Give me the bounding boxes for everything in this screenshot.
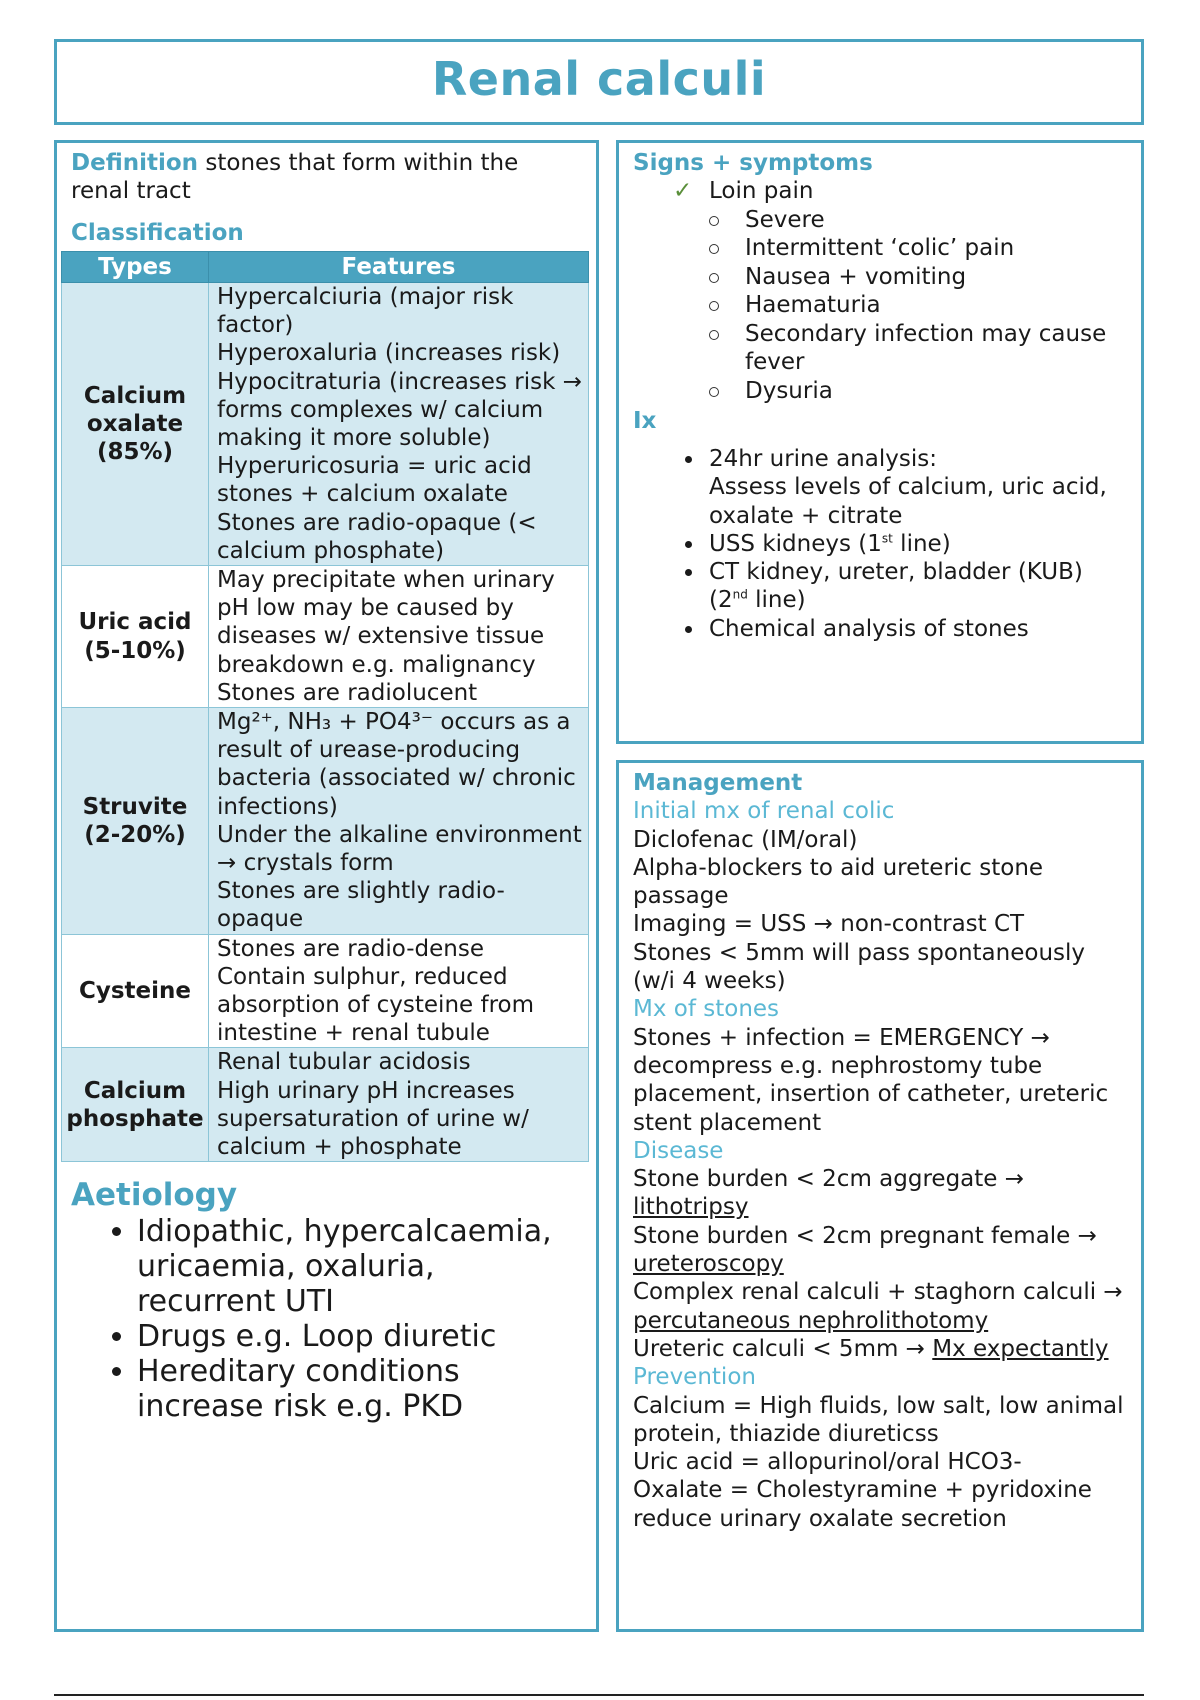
feature-line: Stones are radio-dense (217, 935, 485, 962)
definition-label: Definition (71, 150, 199, 176)
list-item: • Drugs e.g. Loop diuretic (137, 1319, 582, 1354)
prevention-heading: Prevention (633, 1364, 756, 1391)
disease-treatment: percutaneous nephrolithotomy (633, 1307, 989, 1334)
symptom-sublist (673, 206, 1127, 406)
list-item: • Idiopathic, hypercalcaemia, uricaemia, oxaluria, recurrent UTI (137, 1214, 582, 1319)
circle-bullet-icon (709, 387, 719, 397)
table-row (62, 1048, 589, 1162)
type-cell: Uric acid (5-10%) (62, 566, 209, 708)
classification-table (61, 251, 589, 1162)
definition-text: stones that form within the renal tract (71, 150, 519, 204)
ix-text: Chemical analysis of stones (709, 615, 1029, 642)
text-line: Imaging = USS → non-contrast CT (633, 911, 1025, 938)
table-row (62, 283, 589, 566)
feature-line: Renal tubular acidosis (217, 1049, 471, 1076)
list-item (709, 291, 1127, 320)
circle-bullet-icon (709, 216, 719, 226)
feature-line: Contain sulphur, reduced absorption of cysteine from intestine + renal tubule (217, 963, 535, 1047)
renal-colic-heading: Initial mx of renal colic (633, 798, 895, 825)
signs-ix-panel (616, 140, 1144, 744)
list-item (705, 445, 1127, 530)
features-cell (209, 1048, 589, 1162)
sign-main: Loin pain (709, 178, 814, 204)
column-header-types: Types (62, 252, 209, 283)
feature-line: Mg²⁺, NH₃ + PO4³⁻ occurs as a result of urease-producing bacteria (associated w/ chronic infections) (217, 709, 576, 820)
feature-line: Hyperuricosuria = uric acid stones + calcium oxalate (217, 453, 532, 508)
text-line (633, 1335, 1127, 1363)
management-heading: Management (633, 770, 803, 796)
classification-heading: Classification (71, 220, 244, 246)
type-cell: Calcium phosphate (62, 1048, 209, 1162)
text-line: Uric acid = allopurinol/oral HCO3- (633, 1449, 1022, 1476)
table-header-row (62, 252, 589, 283)
list-item (709, 206, 1127, 235)
signs-list (633, 177, 1127, 206)
signs-heading: Signs + symptoms (633, 150, 873, 176)
ix-list (633, 445, 1127, 643)
feature-line: Stones are slightly radio-opaque (217, 878, 505, 933)
ix-text: USS kidneys (1 (709, 530, 882, 557)
list-item (705, 615, 1127, 643)
feature-line: High urinary pH increases supersaturation of urine w/ calcium + phosphate (217, 1077, 529, 1161)
list-item (705, 530, 1127, 558)
ix-text: 24hr urine analysis: (709, 446, 937, 472)
text-line: Stones < 5mm will pass spontaneously (w/i 4 weeks) (633, 939, 1086, 995)
feature-line: May precipitate when urinary pH low may be caused by diseases w/ extensive tissue breakdown e.g. malignancy (217, 567, 555, 678)
symptom-text: Nausea + vomiting (745, 263, 967, 290)
symptom-text: Secondary infection may cause fever (745, 320, 1107, 375)
management-panel (616, 760, 1144, 1632)
text-line: Oxalate = Cholestyramine + pyridoxine reduce urinary oxalate secretion (633, 1477, 1092, 1532)
symptom-text: Intermittent ‘colic’ pain (745, 235, 1015, 261)
circle-bullet-icon (709, 273, 719, 283)
list-item (705, 558, 1127, 615)
feature-line: Hypocitraturia (increases risk → forms complexes w/ calcium making it more soluble) (217, 368, 582, 452)
disease-text: Stone burden < 2cm pregnant female → (633, 1222, 1097, 1249)
disease-text: Ureteric calculi < 5mm → (633, 1335, 933, 1362)
list-item (709, 263, 1127, 292)
text-line: Diclofenac (IM/oral) (633, 826, 858, 853)
left-panel (54, 140, 599, 1632)
features-cell (209, 708, 589, 935)
text-line: Stones + infection = EMERGENCY → decompress e.g. nephrostomy tube placement, insertion of catheter, ureteric stent placement (633, 1024, 1109, 1136)
page-bottom-rule (54, 1694, 1144, 1696)
features-cell (209, 566, 589, 708)
ix-text: line) (892, 530, 951, 557)
ix-text: line) (747, 587, 806, 614)
list-item (709, 320, 1127, 377)
table-row (62, 566, 589, 708)
check-icon: ✓ (673, 178, 693, 204)
ix-text: CT kidney, ureter, bladder (KUB) (2 (709, 559, 1083, 614)
circle-bullet-icon (709, 330, 719, 340)
text-line: Alpha-blockers to aid ureteric stone passage (633, 854, 1044, 910)
title-box (54, 39, 1144, 125)
text-line: Calcium = High fluids, low salt, low animal protein, thiazide diureticss (633, 1392, 1124, 1447)
features-cell (209, 934, 589, 1048)
symptom-text: Dysuria (745, 377, 833, 404)
features-cell (209, 283, 589, 566)
definition (71, 149, 582, 205)
ix-heading: Ix (633, 408, 657, 434)
table-row (62, 708, 589, 935)
symptom-text: Severe (745, 206, 825, 233)
feature-line: Stones are radiolucent (217, 679, 478, 706)
circle-bullet-icon (709, 244, 719, 254)
disease-treatment: Mx expectantly (932, 1335, 1109, 1362)
list-item (709, 377, 1127, 406)
type-cell: Calcium oxalate (85%) (62, 283, 209, 566)
aetiology-list (71, 1214, 582, 1424)
ix-sup: st (881, 531, 893, 546)
text-line (633, 1222, 1127, 1279)
aetiology-heading: Aetiology (71, 1177, 238, 1214)
text-line (633, 1165, 1127, 1222)
disease-text: Stone burden < 2cm aggregate → (633, 1166, 1025, 1193)
symptom-text: Haematuria (745, 292, 881, 318)
text-line (633, 1278, 1127, 1335)
disease-treatment: ureteroscopy (633, 1251, 784, 1278)
feature-line: Under the alkaline environment → crystals form (217, 821, 582, 877)
circle-bullet-icon (709, 301, 719, 311)
disease-text: Complex renal calculi + staghorn calculi → (633, 1279, 1123, 1306)
disease-heading: Disease (633, 1137, 724, 1164)
feature-line: Hypercalciuria (major risk factor) (217, 284, 514, 339)
list-item (709, 234, 1127, 263)
type-cell: Struvite (2-20%) (62, 708, 209, 935)
ix-text: Assess levels of calcium, uric acid, oxalate + citrate (709, 474, 1107, 529)
stones-heading: Mx of stones (633, 996, 780, 1023)
feature-line: Hyperoxaluria (increases risk) (217, 340, 561, 367)
table-row (62, 934, 589, 1048)
page-title: Renal calculi (431, 52, 767, 106)
ix-sup: nd (732, 587, 748, 602)
list-item (673, 177, 1127, 206)
feature-line: Stones are radio-opaque (< calcium phosphate) (217, 509, 537, 564)
column-header-features: Features (209, 252, 589, 283)
type-cell: Cysteine (62, 934, 209, 1048)
list-item: • Hereditary conditions increase risk e.g. PKD (137, 1354, 582, 1424)
disease-treatment: lithotripsy (633, 1194, 749, 1221)
